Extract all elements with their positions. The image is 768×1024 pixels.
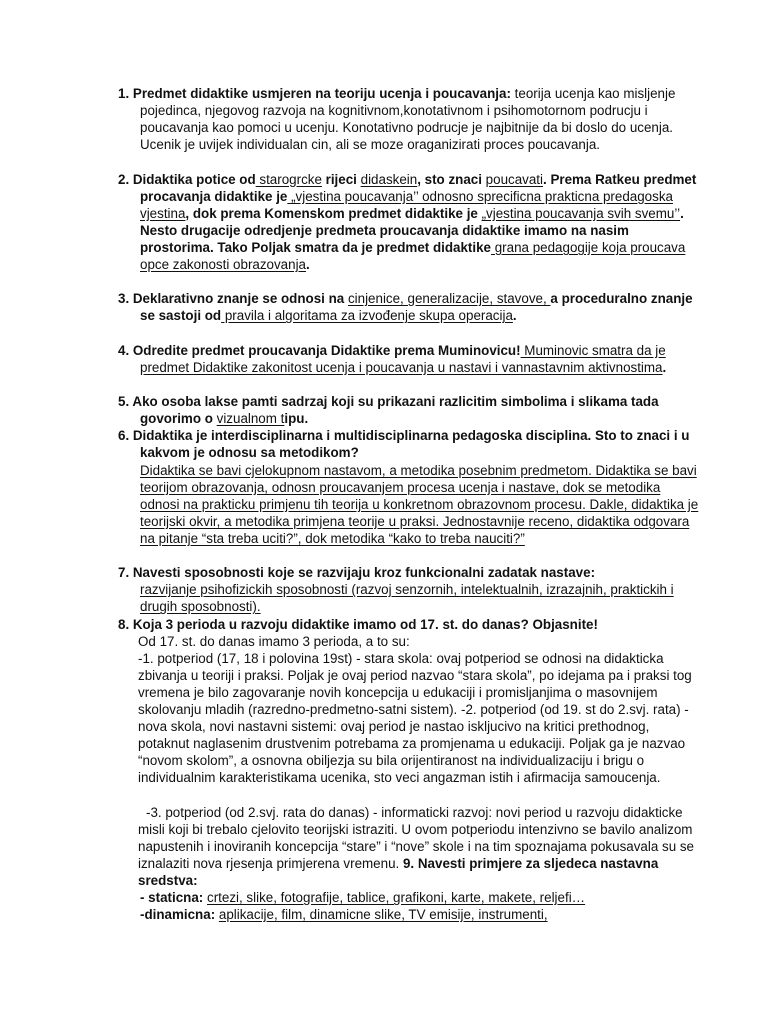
- question-title: Navesti primjere za sljedeca nastavna sredstva: [138, 855, 659, 888]
- question-5: [118, 393, 702, 427]
- bold-text: a proceduralno znanje se sastoji od: [140, 291, 693, 324]
- bold-text: . Prema Ratkeu predmet procavanja didaktike je: [140, 171, 697, 204]
- question-number: 6.: [118, 428, 133, 443]
- question-colon: :: [590, 565, 596, 580]
- bold-text: , dok prema Komenskom predmet didaktike je: [185, 205, 482, 221]
- question-number: 2.: [118, 171, 133, 187]
- question-title: Odredite predmet proucavanja Didaktike prema Muminovicu!: [132, 342, 521, 358]
- question-8-period-3: [118, 804, 700, 889]
- static-label: - staticna: [140, 890, 199, 905]
- question-7: [118, 564, 702, 581]
- answer-text: teorija ucenja kao misljenje pojedinca, njegovog razvoja na kognitivnom,konotativnom i psihomotornom podrucju i poucavanja kao pomoci u ucenju. Konotativno podrucje je najbitnije da bi doslo do ucenja. Ucenik je uvijek individualan cin, ali se moze oraganizirati proces poucavanja.: [140, 86, 676, 153]
- bold-text: . Nesto drugacije odredjenje predmeta proucavanja didaktike imamo na nasim prostorima. Tako Poljak smatra da je predmet didaktike: [140, 205, 684, 255]
- question-title: Predmet didaktike usmjeren na teoriju ucenja i poucavanja: [132, 86, 507, 101]
- underlined-answer: grana pedagogije koja proucava opce zakonosti obrazovanja: [140, 239, 686, 272]
- question-number: 4.: [118, 342, 133, 358]
- question-8-periods-1-2: [118, 650, 700, 787]
- question-title: Navesti sposobnosti koje se razvijaju kroz funkcionalni zadatak nastave: [132, 565, 591, 580]
- underlined-answer: cinjenice, generalizacije, stavove,: [347, 291, 551, 306]
- underlined-answer: Muminovic smatra da je predmet Didaktike zakonitost ucenja i poucavanja u nastavi i vannastavnim aktivnostima: [140, 342, 666, 375]
- question-number: 5.: [118, 394, 133, 409]
- question-4: [118, 342, 702, 376]
- underlined-answer: vizualnom t: [216, 411, 285, 427]
- dynamic-label: -dinamicna: [140, 907, 211, 922]
- answer-period: .: [256, 599, 261, 615]
- answer-text: -1. potperiod (17, 18 i polovina 19st) - stara skola: ovaj potperiod se odnosi na didakticka zbivanja u teoriji i praksi. Poljak je ovaj period nazvao “stara skola”, po idejama pa i praksi tog vremena je bilo zagovaranje novih koncepcija u edukaciji i promisljanjima o masovnijem skolovanju mladih (razredno-predmetno-satni sistem). -2. potperiod (od 19. st do 2.svj. rata) - nova skola, novi nastavni sistemi: ovaj period je nastao iskljucivo na kritici prethodnog, potaknut naglasenim drustvenim potrebama za promjenama u edukaciji. Poljak ga je nazvao “novom skolom”, a osnovna obiljezja su bila orijentiranost na individualizaciju i brigu o individualnim karakteristikama ucenika, sto veci angazman istih i afirmacija samoucenja.: [138, 650, 692, 786]
- question-8-intro: [118, 633, 700, 650]
- underlined-answer: „vjestina poucavanja’’ odnosno sprecificna prakticna predagoska vjestina: [140, 188, 673, 221]
- dynamic-items: aplikacije, film, dinamicne slike, TV emisije, instrumenti,: [218, 907, 548, 922]
- static-items: crtezi, slike, fotografije, tablice, grafikoni, karte, makete, reljefi…: [207, 890, 586, 905]
- question-1: [118, 85, 702, 153]
- underlined-answer: razvijanje psihofizickih sposobnosti (razvoj senzornih, intelektualnih, izrazajnih, praktickih i drugih sposobnosti): [140, 582, 674, 615]
- bold-text: .: [662, 359, 667, 375]
- underlined-answer: Didaktika se bavi cjelokupnom nastavom, a metodika posebnim predmetom. Didaktika se bavi teorijom obrazovanja, odnosn proucavanjem procesa ucenja i nastave, dok se metodika odnosi na prakticku primjenu tih teorija u konkretnom obrazovnom procesu. Dakle, didaktika je teorijski okvir, a metodika primjena teorije u praksi. Jednostavnije receno, didaktika odgovara na pitanje “sta treba uciti?”, dok metodika “kako to treba nauciti?”: [140, 462, 699, 546]
- question-2: [118, 171, 702, 274]
- bold-text: .: [306, 256, 310, 272]
- question-8: [118, 616, 680, 633]
- underlined-answer: poucavati: [485, 171, 543, 187]
- question-number: 7.: [118, 565, 133, 580]
- q9-static-line: [118, 889, 702, 906]
- answer-text: -3. potperiod (od 2.svj. rata do danas) - informaticki razvoj: novi period u razvoju didakticke misli koji bi trebalo cjelovito teorijski istraziti. U ovom potperiodu intenzivno se bavilo analizom napustenih i inoviranih koncepcija “stare” i “nove” skole i na tim spoznajama pokusavala su se iznalaziti nova rjesenja primjerena vremenu.: [138, 804, 694, 871]
- question-colon: :: [506, 86, 511, 101]
- question-title: Koja 3 perioda u razvoju didaktike imamo od 17. st. do danas? Objasnite!: [132, 616, 598, 632]
- dynamic-colon: :: [210, 907, 216, 922]
- static-colon: :: [198, 890, 204, 905]
- bold-text: rijeci: [321, 171, 361, 187]
- bold-text: Deklarativno znanje se odnosi na: [132, 291, 348, 306]
- underlined-answer: didaskein: [360, 171, 418, 187]
- underlined-answer: starogrcke: [255, 171, 322, 187]
- question-number: 9.: [402, 855, 418, 871]
- underlined-answer: pravila i algoritama za izvođenje skupa operacija: [221, 308, 513, 324]
- question-number: 8.: [118, 616, 133, 632]
- question-title: Didaktika je interdisciplinarna i multidisciplinarna pedagoska disciplina. Sto to znaci i u kakvom je odnosu sa metodikom?: [132, 428, 690, 461]
- answer-text: Od 17. st. do danas imamo 3 perioda, a to su:: [138, 633, 410, 649]
- question-3: [118, 290, 702, 324]
- bold-text: ipu.: [284, 411, 309, 427]
- question-6-answer: [118, 462, 702, 547]
- question-6: [118, 427, 702, 461]
- question-title: Ako osoba lakse pamti sadrzaj koji su prikazani razlicitim simbolima i slikama tada govorimo o: [132, 394, 659, 427]
- question-number: 1.: [118, 86, 133, 101]
- q9-dynamic-line: [118, 906, 702, 923]
- underlined-answer: „vjestina poucavanja svih svemu’’: [481, 205, 681, 221]
- bold-text: Didaktika potice od: [132, 171, 256, 187]
- bold-text: .: [512, 308, 517, 324]
- bold-text: , sto znaci: [417, 171, 486, 187]
- question-7-answer: [118, 581, 702, 615]
- question-number: 3.: [118, 291, 133, 306]
- question-colon: :: [193, 872, 198, 888]
